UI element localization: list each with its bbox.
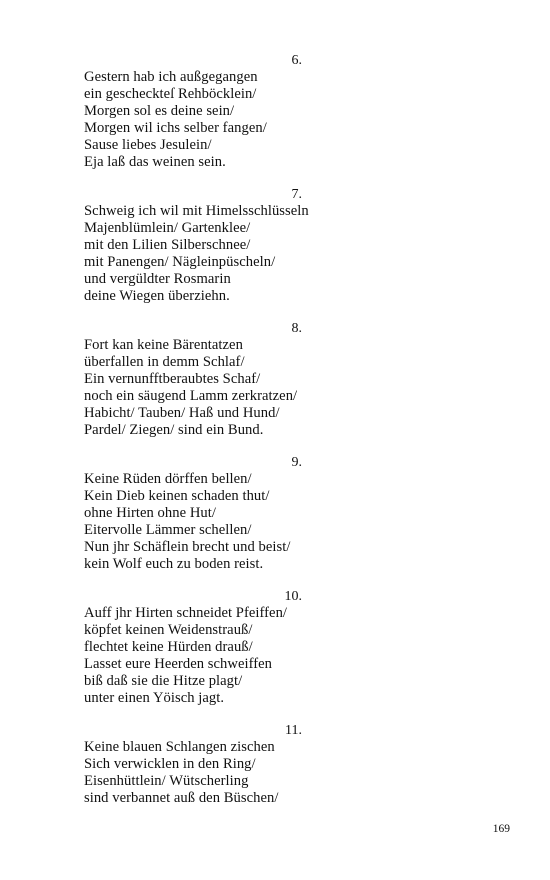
verse-line: deine Wiegen überziehn. — [84, 288, 230, 304]
verse-line: Sich verwicklen in den Ring/ — [84, 756, 256, 772]
verse-line: biß daß sie die Hitze plagt/ — [84, 673, 243, 689]
verse-line: ein gescheckteſ Rehböcklein/ — [84, 86, 257, 102]
verse-line: Eisenhüttlein/ Wütscherling — [84, 773, 249, 789]
verse-line: Lasset eure Heerden schweiffen — [84, 656, 273, 672]
verse-line: kein Wolf euch zu boden reist. — [84, 556, 264, 572]
verse-line: Ein vernunfftberaubtes Schaf/ — [84, 371, 261, 387]
page-number: 169 — [492, 823, 510, 835]
verse-line: Sause liebes Jesulein/ — [84, 137, 212, 153]
stanza-lines — [84, 69, 267, 171]
stanza-number: 9. — [291, 455, 302, 470]
stanza-number: 7. — [291, 187, 302, 202]
verse-line: Majenblümlein/ Gartenklee/ — [84, 220, 251, 236]
verse-line: Fort kan keine Bärentatzen — [84, 337, 243, 353]
verse-line: unter einen Yöisch jagt. — [84, 690, 225, 706]
stanza-lines — [84, 337, 297, 439]
verse-line: Nun jhr Schäflein brecht und beist/ — [84, 539, 291, 555]
verse-line: köpfet keinen Weidenstrauß/ — [84, 622, 253, 638]
verse-line: noch ein säugend Lamm zerkratzen/ — [84, 388, 298, 404]
stanza-lines — [84, 739, 278, 807]
stanza-lines — [84, 203, 309, 305]
verse-line: Morgen wil ichs selber fangen/ — [84, 120, 267, 136]
verse-line: ohne Hirten ohne Hut/ — [84, 505, 216, 521]
verse-line: flechtet keine Hürden drauß/ — [84, 639, 253, 655]
verse-line: sind verbannet auß den Büschen/ — [84, 790, 279, 806]
stanza-number: 6. — [291, 53, 302, 68]
stanza-number: 8. — [291, 321, 302, 336]
verse-line: Keine Rüden dörffen bellen/ — [84, 471, 252, 487]
verse-line: Gestern hab ich außgegangen — [84, 69, 258, 85]
verse-line: Morgen sol es deine sein/ — [84, 103, 235, 119]
verse-line: mit den Lilien Silberschnee/ — [84, 237, 251, 253]
stanza-number: 11. — [285, 723, 302, 738]
verse-line: Kein Dieb keinen schaden thut/ — [84, 488, 270, 504]
verse-line: Eitervolle Lämmer schellen/ — [84, 522, 252, 538]
verse-line: mit Panengen/ Nägleinpüscheln/ — [84, 254, 276, 270]
verse-line: Pardel/ Ziegen/ sind ein Bund. — [84, 422, 264, 438]
stanza-lines — [84, 471, 290, 573]
stanza-lines — [84, 605, 287, 707]
verse-line: Schweig ich wil mit Himelsschlüsseln — [84, 203, 309, 219]
verse-line: Eja laß das weinen sein. — [84, 154, 226, 170]
verse-line: Auff jhr Hirten schneidet Pfeiffen/ — [84, 605, 288, 621]
verse-line: Keine blauen Schlangen zischen — [84, 739, 275, 755]
verse-line: überfallen in demm Schlaf/ — [84, 354, 245, 370]
verse-line: Habicht/ Tauben/ Haß und Hund/ — [84, 405, 280, 421]
stanza-number: 10. — [284, 589, 302, 604]
verse-line: und vergüldter Rosmarin — [84, 271, 231, 287]
